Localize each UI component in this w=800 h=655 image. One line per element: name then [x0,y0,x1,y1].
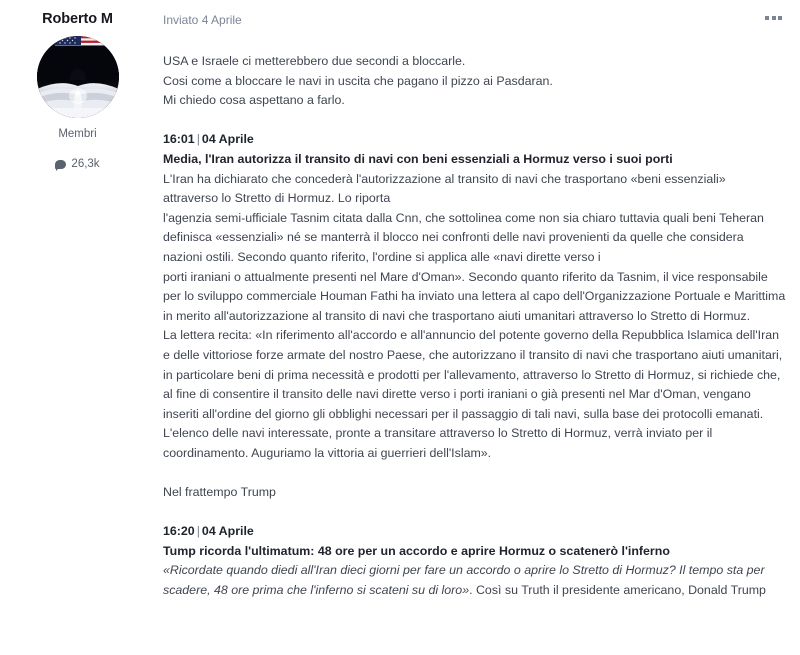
entry-1-line: inseriti all'ordine del giorno gli obblighi necessari per il passaggio di tali navi, sulla base dei protocolli emanati. [163,406,764,421]
entry-1-line: L'Iran ha dichiarato che concederà l'autorizzazione al transito di navi che trasportano «beni essenziali» [163,171,726,186]
entry-1-line: attraverso lo Stretto di Hormuz. Lo riporta [163,191,391,206]
comment-count[interactable] [0,157,155,171]
entry-1-line: porti iraniani o attualmente presenti nel Mare d'Oman». Secondo quanto riferito da Tasnim, il vice responsabile [163,269,768,284]
intro-line-1: USA e Israele ci metterebbero due secondi a bloccarle. [163,54,466,68]
entry-1-line: per lo sviluppo commerciale Houman Fathi ha inviato una lettera al capo dell'Organizzazione Portuale e Marittima [163,289,786,304]
entry-1-line: La lettera recita: «In riferimento all'accordo e all'annuncio del potente governo della Repubblica Islamica dell'Iran [163,328,779,343]
entry-1-line: nazioni ostili. Secondo quanto riferito, l'ordine si applica alle «navi dirette verso i [163,249,601,264]
ellipsis-horizontal-icon[interactable] [765,12,782,20]
entry-2-quote-line-1 [163,561,794,581]
speech-bubble-icon [55,160,66,169]
entry-1-line: definisca «essenziali» né se manterrà il blocco nei confronti delle navi provenienti da quelle che considera [163,230,744,245]
entry-2-date: 04 Aprile [201,524,254,539]
stealth-aircraft-icon [37,36,119,118]
entry-1-headline: Media, l'Iran autorizza il transito di navi con beni essenziali a Hormuz verso i suoi porti [163,151,673,166]
entry-2-time: 16:20 [163,524,195,539]
avatar-image [37,36,119,118]
entry-2-quote-part-1: «Ricordate quando diedi all'Iran dieci giorni per fare un accordo o aprire lo Stretto di Hormuz? Il tempo sta per [163,563,765,578]
post-meta-row [163,0,800,28]
entry-1-line: coordinamento. Auguriamo la vittoria ai guerrieri dell'Islam». [163,445,492,460]
member-role-label: Membri [58,128,97,140]
author-name[interactable]: Roberto M [42,11,113,27]
entry-2-separator: | [196,524,200,539]
entry-2-quote-tail: . Così su Truth il presidente americano, Donald Trump [469,583,766,598]
post-sent-date: Inviato 4 Aprile [163,13,242,27]
interlude-text: Nel frattempo Trump [163,485,276,500]
post-author-column [0,0,155,171]
entry-2-quote-line-2 [163,581,794,601]
comment-count-value: 26,3k [71,158,100,170]
entry-1-separator: | [196,132,200,147]
post-body [163,52,800,601]
entry-1-time: 16:01 [163,132,195,147]
avatar[interactable] [37,36,119,118]
ellipsis-dot [772,16,776,20]
spacer [163,463,794,483]
entry-1-date: 04 Aprile [201,132,254,147]
intro-line-3: Mi chiedo cosa aspettano a farlo. [163,93,345,108]
spacer [163,503,794,523]
entry-1-line: e delle vittoriose forze armate del nostro Paese, che autorizzano il transito di navi che trasportano aiuti umanitari, [163,347,783,362]
entry-2-headline: Tump ricorda l'ultimatum: 48 ore per un accordo e aprire Hormuz o scatenerò l'inferno [163,543,670,558]
entry-1-line: in merito all'autorizzazione al transito di navi che trasportano aiuti umanitari attraverso lo Stretto di Hormuz. [163,308,751,323]
entry-1-line: in particolare beni di prima necessità e prodotti per l'allevamento, attraverso lo Stretto di Hormuz, si richiede che, [163,367,781,382]
post-content-column [163,0,800,601]
spacer [163,111,794,131]
entry-2-timestamp [163,522,794,542]
ellipsis-dot [778,16,782,20]
entry-1-line: l'agenzia semi-ufficiale Tasnim citata dalla Cnn, che sottolinea come non sia chiaro tuttavia quali beni Teheran [163,210,764,225]
entry-1-line: al fine di consentire il transito delle navi dirette verso i porti iraniani o già presenti nel Mar d'Oman, vengano [163,387,751,402]
intro-line-2: Cosi come a bloccare le navi in uscita che pagano il pizzo ai Pasdaran. [163,73,553,88]
entry-1-line: L'elenco delle navi interessate, pronte a transitare attraverso lo Stretto di Hormuz, verrà inviato per il [163,426,713,441]
entry-1-timestamp [163,130,794,150]
entry-2-quote-part-2: scadere, 48 ore prima che l'inferno si scateni su di loro» [163,583,470,598]
ellipsis-dot [765,16,769,20]
